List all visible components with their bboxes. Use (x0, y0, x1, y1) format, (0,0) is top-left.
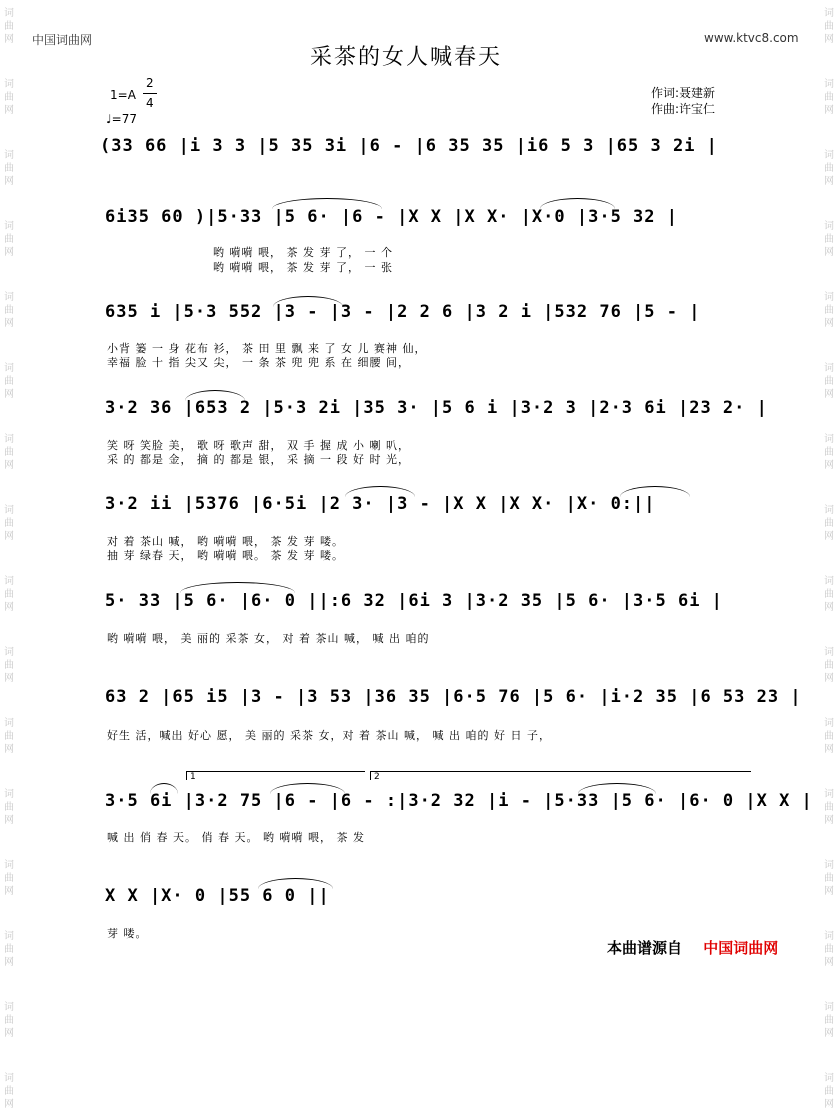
slur (272, 198, 382, 209)
tempo-mark: ♩=77 (106, 112, 137, 126)
lyric-row-8: 喊 出 俏 春 天。 俏 春 天。 哟 嗬嗬 喂， 茶 发 (107, 831, 365, 844)
quarter-note-icon: ♩ (106, 112, 112, 126)
lyric-row-9: 芽 喽。 (107, 927, 148, 940)
source-credit (607, 937, 778, 958)
lyric-row-2-verse-1: 哟 嗬嗬 喂， 茶 发 芽 了， 一 个 (213, 246, 393, 259)
key-signature: 1=A (110, 88, 136, 102)
source-prefix: 本曲谱源自 (607, 939, 683, 957)
score-row-8: 3·5 6i |3·2 75 |6 - |6 - :|3·2 32 |i - |5·33 |5 6· |6· 0 |X X | (105, 791, 813, 811)
volta-1-label: 1 (190, 772, 196, 782)
slur (270, 783, 345, 794)
slur (620, 486, 690, 497)
left-watermark: 词 曲 网 词 曲 网 词 曲 网 词 曲 网 词 曲 网 词 曲 网 词 曲 网 词 曲 网 词 曲 网 词 曲 网 词 曲 网 词 曲 网 词 曲 网 词 曲 网 词 曲 网 词 曲 网 (4, 8, 14, 1110)
score-row-5: 3·2 ii |5376 |6·5i |2 3· |3 - |X X |X X· |X· 0:|| (105, 494, 656, 514)
volta-2-label: 2 (374, 772, 380, 782)
lyric-row-5-verse-2: 抽 芽 绿春 天， 哟 嗬嗬 喂。 茶 发 芽 喽。 (107, 549, 344, 562)
lyricist: 作词:聂建新 (651, 86, 716, 100)
lyric-row-5-verse-1: 对 着 茶山 喊， 哟 嗬嗬 喂， 茶 发 芽 喽。 (107, 535, 344, 548)
time-signature-bottom: 4 (146, 96, 154, 110)
lyric-row-3-verse-2: 幸福 脸 十 指 尖又 尖， 一 条 茶 兜 兜 系 在 细腰 间， (107, 356, 410, 369)
volta-1-bracket (186, 771, 365, 780)
slur (258, 878, 333, 889)
lyric-row-3-verse-1: 小背 篓 一 身 花布 衫， 茶 田 里 飘 来 了 女 儿 赛神 仙， (107, 342, 427, 355)
site-url: www.ktvc8.com (704, 31, 799, 45)
slur (578, 783, 656, 794)
song-title: 采茶的女人喊春天 (310, 45, 503, 70)
lyric-row-4-verse-2: 采 的 都是 金， 摘 的 都是 银， 采 摘 一 段 好 时 光， (107, 453, 410, 466)
slur (345, 486, 415, 497)
score-row-6: 5· 33 |5 6· |6· 0 ||:6 32 |6i 3 |3·2 35 |5 6· |3·5 6i | (105, 591, 723, 611)
lyric-row-4-verse-1: 笑 呀 笑脸 美， 歌 呀 歌声 甜， 双 手 握 成 小 喇 叭， (107, 439, 410, 452)
score-row-4: 3·2 36 |653 2 |5·3 2i |35 3· |5 6 i |3·2 3 |2·3 6i |23 2· | (105, 398, 768, 418)
site-name-left: 中国词曲网 (32, 33, 93, 47)
composer: 作曲:许宝仁 (651, 102, 716, 116)
right-watermark: 词 曲 网 词 曲 网 词 曲 网 词 曲 网 词 曲 网 词 曲 网 词 曲 网 词 曲 网 词 曲 网 词 曲 网 词 曲 网 词 曲 网 词 曲 网 词 曲 网 词 曲 网 词 曲 网 (824, 8, 834, 1110)
lyric-row-7: 好生 活，喊出 好心 愿， 美 丽的 采茶 女，对 着 茶山 喊， 喊 出 咱的 好 日 子， (107, 729, 551, 742)
slur (540, 198, 615, 209)
lyric-row-6: 哟 嗬嗬 喂， 美 丽的 采茶 女， 对 着 茶山 喊， 喊 出 咱的 (107, 632, 430, 645)
volta-2-bracket (370, 771, 751, 780)
lyric-row-2-verse-2: 哟 嗬嗬 喂， 茶 发 芽 了， 一 张 (213, 261, 393, 274)
time-signature-line (143, 93, 157, 94)
score-row-9: X X |X· 0 |55 6 0 || (105, 886, 330, 906)
source-brand[interactable]: 中国词曲网 (703, 939, 779, 957)
slur (180, 582, 295, 593)
score-row-2: 6i35 60 )|5·33 |5 6· |6 - |X X |X X· |X·0 |3·5 32 | (105, 207, 678, 227)
score-row-7: 63 2 |65 i5 |3 - |3 53 |36 35 |6·5 76 |5 6· |i·2 35 |6 53 23 | (105, 687, 802, 707)
score-row-3: 635 i |5·3 552 |3 - |3 - |2 2 6 |3 2 i |532 76 |5 - | (105, 302, 701, 322)
time-signature-top: 2 (146, 76, 154, 90)
slur (150, 783, 178, 794)
score-row-1: (33 66 |i 3 3 |5 35 3i |6 - |6 35 35 |i6 5 3 |65 3 2i | (100, 136, 718, 156)
slur (273, 296, 343, 307)
slur (185, 390, 245, 401)
